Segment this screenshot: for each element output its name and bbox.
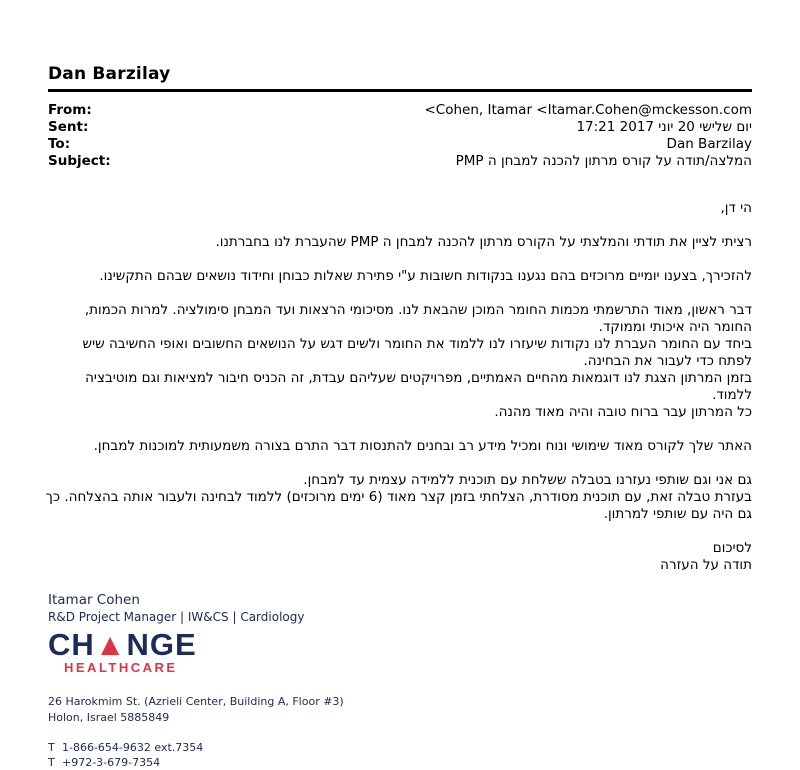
sender-name: Dan Barzilay <box>48 64 171 84</box>
email-signature <box>48 592 448 770</box>
body-line: בזמן המרתון הצגת לנו דוגמאות מהחיים האמתיים, מפרויקטים שעליהם עבדת, זה הכניס חיבור למציאות וגם מוטיבציה <box>85 370 752 386</box>
closing-line: לסיכום <box>712 540 752 556</box>
phone-number: +972-3-679-7354 <box>62 756 161 769</box>
body-line: גם היה עם שותפי למרתון. <box>603 506 752 522</box>
from-label: From: <box>48 102 92 118</box>
header-to <box>48 136 752 153</box>
phone-number: 1-866-654-9632 ext.7354 <box>62 741 204 754</box>
paragraph-reminder: להזכירך, בצענו יומיים מרוכזים בהם נגענו בנקודות חשובות ע"י פתירת שאלות כבוחן וחידוד נושאים שבהם התקשינו. <box>99 268 752 284</box>
to-value: Dan Barzilay <box>666 136 752 152</box>
from-value: Cohen, Itamar <Itamar.Cohen@mckesson.com> <box>424 102 752 118</box>
logo-subtitle: HEALTHCARE <box>64 660 178 675</box>
body-line: לפתח כדי לעבור את הבחינה. <box>583 353 752 369</box>
paragraph-material <box>40 302 752 421</box>
body-line: ביחד עם החומר העברת לנו נקודות שיעזרו לנו ללמוד את החומר ולשים דגש על הנושאים החשובים ואופי החשיבה שיש <box>82 336 752 352</box>
triangle-icon: ▲ <box>94 627 127 662</box>
signature-phones <box>48 740 448 770</box>
to-label: To: <box>48 136 71 152</box>
paragraph-website: האתר שלך לקורס מאוד שימושי ונוח ומכיל מידע רב ובחנים להתנסות דבר התרם בצורה משמעותית למוכנות למבחן. <box>93 438 752 454</box>
body-line: דבר ראשון, מאוד התרשמתי מכמות החומר המוכן שהבאת לנו. מסיכומי הרצאות ועד המבחן סימולציה. למרות הכמות, <box>84 302 752 318</box>
closing-line: תודה על העזרה <box>660 557 752 573</box>
greeting: הי דן, <box>720 200 752 216</box>
logo-text-start: CH <box>48 627 95 662</box>
closing <box>40 540 752 574</box>
logo-wordmark <box>48 627 448 662</box>
email-headers <box>48 102 752 170</box>
header-sent <box>48 119 752 136</box>
phone-line <box>48 755 448 770</box>
header-from <box>48 102 752 119</box>
body-line: כל המרתון עבר ברוח טובה והיה מאוד מהנה. <box>494 404 752 420</box>
phone-line <box>48 740 448 755</box>
sent-label: Sent: <box>48 119 89 135</box>
address-line: Holon, Israel 5885849 <box>48 711 170 724</box>
signature-address <box>48 694 448 726</box>
paragraph-study-plan <box>40 472 752 523</box>
sent-value: יום שלישי 20 יוני 2017 17:21 <box>576 119 752 135</box>
phone-prefix: T <box>48 756 55 769</box>
email-body <box>40 200 752 591</box>
address-line: 26 Harokmim St. (Azrieli Center, Building A, Floor #3) <box>48 695 344 708</box>
body-line: החומר היה איכותי וממוקד. <box>598 319 752 335</box>
subject-label: Subject: <box>48 153 111 169</box>
subject-value: המלצה/תודה על קורס מרתון להכנה למבחן ה PMP <box>455 153 752 169</box>
change-healthcare-logo <box>48 627 448 678</box>
body-line: בעזרת טבלה זאת, עם תוכנית מסודרת, הצלחתי בזמן קצר מאוד (6 ימים מרוכזים) ללמוד לבחינה ולעבור אותה בהצלחה. כך <box>45 489 752 505</box>
paragraph-thanks: רציתי לציין את תודתי והמלצתי על הקורס מרתון להכנה למבחן ה PMP שהעברת לנו בחברתנו. <box>215 234 752 250</box>
divider <box>48 89 752 92</box>
body-line: ללמוד. <box>712 387 752 403</box>
signature-title: R&D Project Manager | IW&CS | Cardiology <box>48 610 305 624</box>
phone-prefix: T <box>48 741 55 754</box>
body-line: גם אני וגם שותפי נעזרנו בטבלה ששלחת עם תוכנית ללמידה עצמית עד למבחן. <box>303 472 752 488</box>
signature-name: Itamar Cohen <box>48 592 140 608</box>
logo-text-end: NGE <box>126 627 197 662</box>
header-subject <box>48 153 752 170</box>
